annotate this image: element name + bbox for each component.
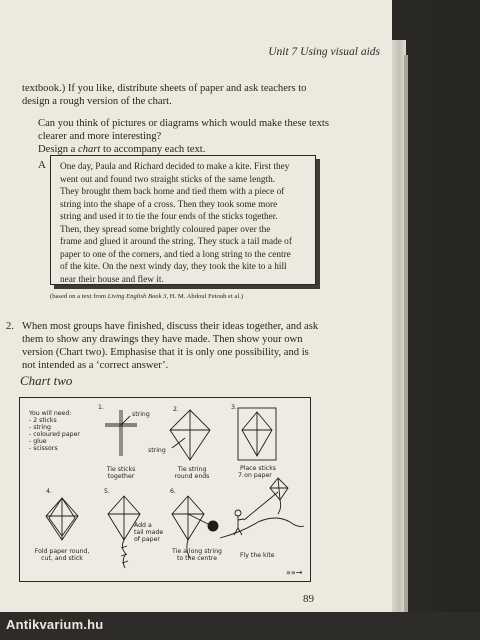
text-a-line: frame and glued it around the string. They stuck a tail made of [60,237,292,247]
step-2-callout: string [148,447,166,454]
chart-title: Chart two [20,373,73,388]
step-number: 4. [46,488,52,495]
step-number: 6. [170,488,176,495]
step-label-line: round ends [174,473,210,480]
page-number: 89 [303,593,314,605]
step-label-line: Tie sticks [106,466,136,473]
step-label-line: Fold paper round, [34,548,90,555]
arrow-icon: »»→ [286,568,303,577]
text-a-line: One day, Paula and Richard decided to make a kite. First they [60,162,290,172]
step-3-label [234,465,282,479]
step-2-label [168,466,216,480]
step-label-line: tail made [134,529,164,536]
page-edge-shadow [404,55,408,640]
step-number: 7. [238,472,244,479]
step-7-label [240,552,284,559]
step-number: 2. [173,406,179,413]
materials-item: You will need: [29,410,72,417]
step-7-fly-drawing [220,478,304,538]
step-label-line: Tie a long string [172,548,222,555]
chart-two-diagram [19,397,311,582]
text-a-line: paper to one of the corners, and tied a long string to the centre [60,249,291,260]
step-2-number: 2. [6,321,14,332]
text-a-line: They brought them back home and tied them with a piece of [60,187,285,197]
materials-item: - glue [29,438,47,445]
step-label-line: together [107,473,135,480]
text-a-line: near their house and flew it. [60,274,164,285]
materials-item: - string [29,424,51,431]
step-1-callout: string [132,411,150,418]
question-pre: Design a [38,144,79,155]
intro-line-1: textbook.) If you like, distribute sheets of paper and ask teachers to [22,83,307,94]
step-4-fold-drawing [46,498,78,540]
text-a-line: of the kite. On the next windy day, they took the kite to a hill [60,262,287,272]
source-book: Living English Book 3 [107,293,167,300]
text-a-line: Then, they spread some brightly coloured paper over the [60,224,271,235]
text-a-body [60,161,308,286]
step-3-paper-drawing [238,408,276,460]
text-a-line: went out and found two straight sticks of the same length. [60,174,276,185]
materials-item: - coloured paper [29,431,80,438]
question-line-1: Can you think of pictures or diagrams which would make these texts [38,118,329,129]
step-number: 5. [104,488,110,495]
step-2-line: version (Chart two). Emphasise that it is only one possibility, and is [22,347,309,358]
step-label-line: Fly the kite [240,552,275,559]
step-number: 3. [231,404,237,411]
step-label-line: cut, and stick [41,555,83,562]
text-a-line: string into the shape of a cross. Then they took some more [60,199,278,210]
running-header: Unit 7 Using visual aids [268,46,380,58]
materials-item: - scissors [29,445,58,452]
step-2-line: When most groups have finished, discuss their ideas together, and ask [22,321,319,332]
source-citation [50,293,243,301]
source-pre: (based on a text from [50,293,108,300]
question-post: to accompany each text. [100,144,206,155]
step-label-line: on paper [244,472,272,479]
step-2-line: not intended as a ‘correct answer’. [22,360,169,371]
intro-line-2: design a rough version of the chart. [22,96,172,107]
step-label-line: to the centre [176,555,218,562]
step-5-label [134,522,168,543]
step-4-label [30,548,94,562]
step-1-label [98,466,144,480]
question-line-2: clearer and more interesting? [38,131,162,142]
text-a-line: string and used it to tie the four ends of the sticks together. [60,212,278,222]
watermark-logo: Antikvarium.hu [6,617,104,632]
question-chart-word: chart [78,144,101,155]
step-6-label [166,548,228,562]
step-number: 1. [98,404,104,411]
step-2-line: them to show any drawings they have made. Then show your own [22,334,303,345]
step-2-string-drawing [170,410,210,460]
source-post: , H. M. Abdoul Fetouh et al.) [166,293,244,300]
step-label-line: Tie string [177,466,207,473]
step-label-line: Place sticks [240,465,276,472]
step-label-line: Add a [134,522,152,529]
text-a-marker: A [38,159,46,171]
materials-item: - 2 sticks [29,417,57,424]
step-label-line: of paper [134,536,160,543]
